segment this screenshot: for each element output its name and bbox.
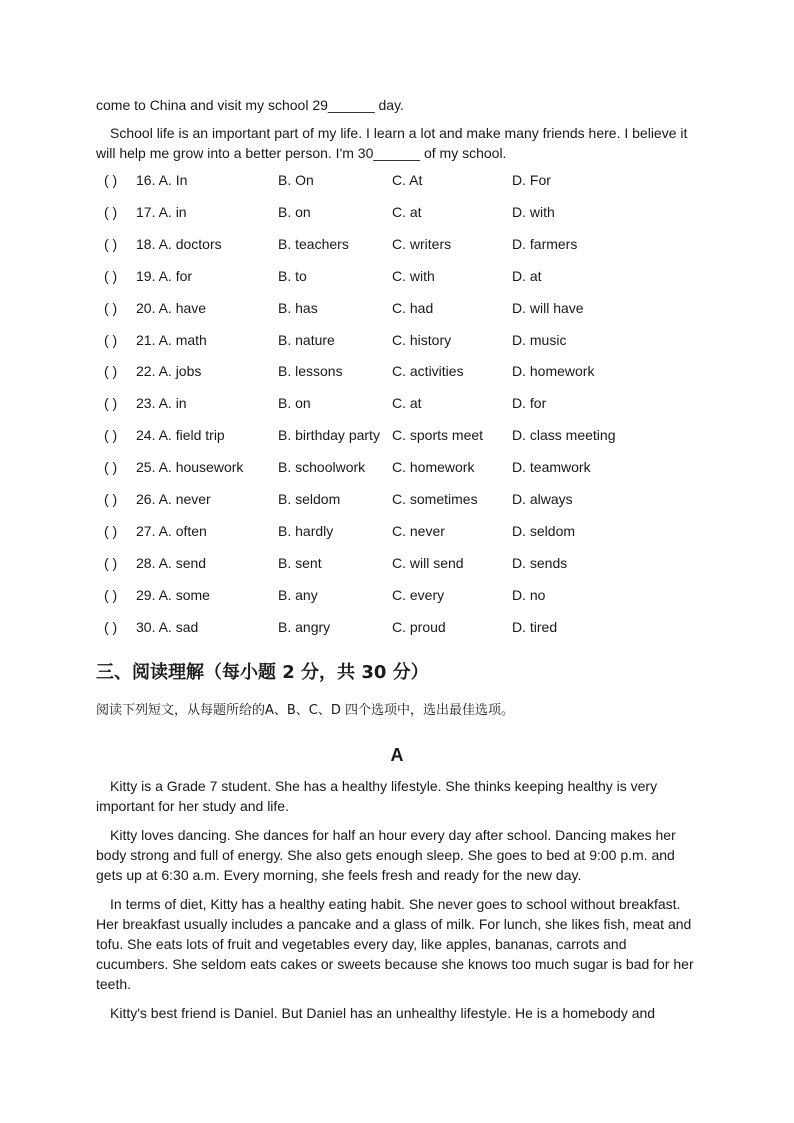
option-a: 22. A. jobs	[136, 363, 202, 379]
question-row	[96, 425, 716, 445]
option-b: B. on	[278, 204, 311, 220]
option-a: 29. A. some	[136, 587, 210, 603]
answer-blank[interactable]: ( )	[104, 555, 118, 571]
option-d: D. sends	[512, 555, 568, 571]
passage-paragraph	[96, 776, 696, 816]
option-d: D. with	[512, 204, 555, 220]
option-c: C. with	[392, 268, 435, 284]
option-b: B. seldom	[278, 491, 341, 507]
passage-paragraph	[96, 894, 696, 994]
question-row	[96, 457, 716, 477]
option-a: 27. A. often	[136, 523, 207, 539]
option-d: D. teamwork	[512, 459, 591, 475]
question-row	[96, 553, 716, 573]
option-b: B. lessons	[278, 363, 343, 379]
answer-blank[interactable]: ( )	[104, 491, 118, 507]
option-c: C. had	[392, 300, 434, 316]
passage-paragraph-text: Kitty's best friend is Daniel. But Daniel has an unhealthy lifestyle. He is a homebody and	[110, 1005, 656, 1021]
option-d: D. no	[512, 587, 546, 603]
question-row	[96, 393, 716, 413]
answer-blank[interactable]: ( )	[104, 268, 118, 284]
option-c: C. proud	[392, 619, 446, 635]
option-b: B. birthday party	[278, 427, 380, 443]
question-row	[96, 170, 716, 190]
option-b: B. angry	[278, 619, 331, 635]
option-d: D. homework	[512, 363, 595, 379]
option-c: C. writers	[392, 236, 452, 252]
question-row	[96, 585, 716, 605]
question-row	[96, 298, 716, 318]
option-c: C. never	[392, 523, 445, 539]
option-c: C. will send	[392, 555, 464, 571]
option-a: 30. A. sad	[136, 619, 199, 635]
option-d: D. will have	[512, 300, 584, 316]
answer-blank[interactable]: ( )	[104, 363, 118, 379]
question-row	[96, 330, 716, 350]
option-c: C. activities	[392, 363, 464, 379]
option-b: B. teachers	[278, 236, 349, 252]
option-d: D. for	[512, 395, 547, 411]
option-c: C. history	[392, 332, 452, 348]
passage-heading: A	[390, 745, 404, 765]
option-a: 28. A. send	[136, 555, 207, 571]
option-c: C. At	[392, 172, 423, 188]
answer-blank[interactable]: ( )	[104, 459, 118, 475]
question-row	[96, 521, 716, 541]
answer-blank[interactable]: ( )	[104, 172, 118, 188]
answer-blank[interactable]: ( )	[104, 300, 118, 316]
option-c: C. sometimes	[392, 491, 478, 507]
question-row	[96, 361, 716, 381]
option-d: D. music	[512, 332, 567, 348]
option-a: 19. A. for	[136, 268, 193, 284]
option-b: B. nature	[278, 332, 335, 348]
option-c: C. at	[392, 395, 422, 411]
option-b: B. on	[278, 395, 311, 411]
answer-blank[interactable]: ( )	[104, 395, 118, 411]
option-b: B. hardly	[278, 523, 334, 539]
intro-paragraph	[96, 123, 696, 163]
option-b: B. to	[278, 268, 307, 284]
option-d: D. farmers	[512, 236, 578, 252]
option-a: 26. A. never	[136, 491, 211, 507]
answer-blank[interactable]: ( )	[104, 332, 118, 348]
question-row	[96, 234, 716, 254]
option-b: B. any	[278, 587, 318, 603]
question-row	[96, 266, 716, 286]
answer-blank[interactable]: ( )	[104, 204, 118, 220]
intro-line: come to China and visit my school 29______ day.	[96, 97, 404, 113]
option-a: 23. A. in	[136, 395, 187, 411]
answer-blank[interactable]: ( )	[104, 587, 118, 603]
option-b: B. sent	[278, 555, 322, 571]
option-c: C. every	[392, 587, 445, 603]
option-a: 25. A. housework	[136, 459, 244, 475]
option-a: 16. A. In	[136, 172, 188, 188]
passage-paragraph-text: Kitty loves dancing. She dances for half an hour every day after school. Dancing makes her body strong and full of energy. She also gets enough sleep. She goes to bed at 9:00 p.m. and gets up at 6:30 a.m. Every morning, she feels fresh and ready for the new day.	[96, 827, 676, 883]
option-a: 18. A. doctors	[136, 236, 222, 252]
passage-paragraph	[96, 825, 696, 885]
passage-paragraph	[96, 1003, 696, 1023]
section-instructions: 阅读下列短文，从每题所给的A、B、C、D 四个选项中，选出最佳选项。	[96, 703, 515, 718]
option-d: D. always	[512, 491, 573, 507]
option-a: 17. A. in	[136, 204, 187, 220]
option-a: 24. A. field trip	[136, 427, 225, 443]
option-d: D. For	[512, 172, 551, 188]
answer-blank[interactable]: ( )	[104, 427, 118, 443]
option-b: B. has	[278, 300, 318, 316]
option-d: D. seldom	[512, 523, 576, 539]
option-b: B. schoolwork	[278, 459, 366, 475]
option-d: D. class meeting	[512, 427, 616, 443]
answer-blank[interactable]: ( )	[104, 236, 118, 252]
question-row	[96, 202, 716, 222]
answer-blank[interactable]: ( )	[104, 523, 118, 539]
option-a: 21. A. math	[136, 332, 207, 348]
option-a: 20. A. have	[136, 300, 207, 316]
option-d: D. tired	[512, 619, 558, 635]
option-d: D. at	[512, 268, 542, 284]
option-c: C. at	[392, 204, 422, 220]
answer-blank[interactable]: ( )	[104, 619, 118, 635]
option-c: C. homework	[392, 459, 475, 475]
option-b: B. On	[278, 172, 314, 188]
passage-paragraph-text: Kitty is a Grade 7 student. She has a healthy lifestyle. She thinks keeping healthy is very important for her study and life.	[96, 778, 658, 814]
passage-paragraph-text: In terms of diet, Kitty has a healthy eating habit. She never goes to school without breakfast. Her breakfast usually includes a pancake and a glass of milk. For lunch, she likes fish, meat and tofu. She eats lots of fruit and vegetables every day, like apples, bananas, carrots and cucumbers. She seldom eats cakes or sweets because she knows too much sugar is bad for her teeth.	[96, 896, 694, 992]
question-row	[96, 617, 716, 637]
question-row	[96, 489, 716, 509]
intro-paragraph-text: School life is an important part of my life. I learn a lot and make many friends here. I believe it will help me grow into a better person. I'm 30______ of my school.	[96, 125, 688, 161]
section-title: 三、阅读理解（每小题 2 分，共 30 分）	[96, 662, 429, 683]
option-c: C. sports meet	[392, 427, 484, 443]
